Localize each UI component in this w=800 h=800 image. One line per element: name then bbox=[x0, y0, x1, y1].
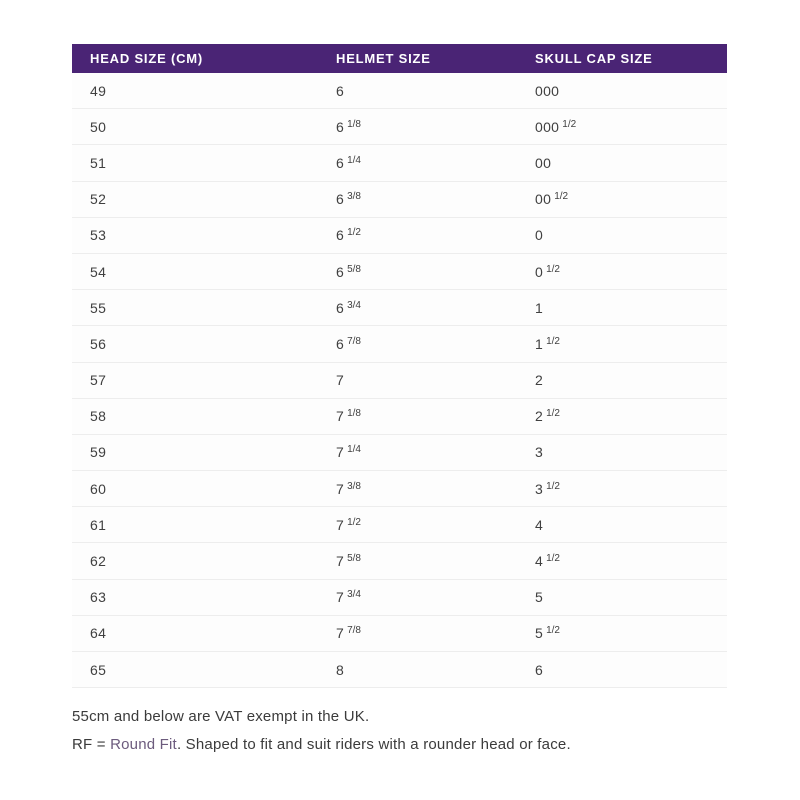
round-fit-link[interactable]: Round Fit bbox=[110, 736, 177, 753]
helmet-size-cell: 6 $^{5/8}$ bbox=[336, 263, 361, 280]
head-size-cell: 50 bbox=[90, 118, 107, 135]
column-header-skull-cap-size: SKULL CAP SIZE bbox=[535, 51, 653, 66]
head-size-cell: 52 bbox=[90, 191, 107, 208]
helmet-size-cell: 7 $^{1/2}$ bbox=[336, 516, 361, 533]
head-size-cell: 57 bbox=[90, 372, 107, 389]
column-header-head-size: HEAD SIZE (CM) bbox=[90, 51, 204, 66]
table-row bbox=[72, 218, 727, 254]
helmet-size-cell: 7 $^{7/8}$ bbox=[336, 625, 361, 642]
helmet-size-cell: 7 $^{3/8}$ bbox=[336, 480, 361, 497]
helmet-size-cell: 6 $^{1/2}$ bbox=[336, 227, 361, 244]
helmet-size-cell: 6 $^{7/8}$ bbox=[336, 335, 361, 352]
skull-cap-cell: 2 bbox=[535, 372, 544, 389]
table-row bbox=[72, 471, 727, 507]
head-size-cell: 49 bbox=[90, 82, 107, 99]
skull-cap-cell: 6 bbox=[535, 661, 544, 678]
helmet-size-cell: 7 bbox=[336, 372, 345, 389]
skull-cap-cell: 1 $^{1/2}$ bbox=[535, 335, 560, 352]
head-size-cell: 58 bbox=[90, 408, 107, 425]
skull-cap-cell: 00 bbox=[535, 154, 552, 171]
skull-cap-cell: 0 $^{1/2}$ bbox=[535, 263, 560, 280]
head-size-cell: 61 bbox=[90, 516, 107, 533]
skull-cap-cell: 4 bbox=[535, 516, 544, 533]
head-size-cell: 60 bbox=[90, 480, 107, 497]
size-chart-table bbox=[72, 44, 727, 688]
helmet-size-cell: 7 $^{1/4}$ bbox=[336, 444, 361, 461]
helmet-size-cell: 7 $^{1/8}$ bbox=[336, 408, 361, 425]
table-row bbox=[72, 363, 727, 399]
head-size-cell: 54 bbox=[90, 263, 107, 280]
head-size-cell: 62 bbox=[90, 553, 107, 570]
table-header-row bbox=[72, 44, 727, 73]
table-row bbox=[72, 109, 727, 145]
skull-cap-cell: 000 $^{1/2}$ bbox=[535, 118, 577, 135]
table-row bbox=[72, 254, 727, 290]
skull-cap-cell: 3 bbox=[535, 444, 544, 461]
table-row bbox=[72, 507, 727, 543]
column-header-helmet-size: HELMET SIZE bbox=[336, 51, 431, 66]
table-row bbox=[72, 652, 727, 688]
table-row bbox=[72, 182, 727, 218]
helmet-size-cell: 7 $^{3/4}$ bbox=[336, 589, 361, 606]
skull-cap-cell: 2 $^{1/2}$ bbox=[535, 408, 560, 425]
skull-cap-cell: 3 $^{1/2}$ bbox=[535, 480, 560, 497]
table-row bbox=[72, 73, 727, 109]
head-size-cell: 65 bbox=[90, 661, 107, 678]
head-size-cell: 53 bbox=[90, 227, 107, 244]
helmet-size-cell: 6 bbox=[336, 82, 345, 99]
skull-cap-cell: 0 bbox=[535, 227, 544, 244]
table-row bbox=[72, 290, 727, 326]
head-size-cell: 59 bbox=[90, 444, 107, 461]
footnotes bbox=[72, 703, 571, 759]
skull-cap-cell: 000 bbox=[535, 82, 560, 99]
head-size-cell: 64 bbox=[90, 625, 107, 642]
skull-cap-cell: 5 $^{1/2}$ bbox=[535, 625, 560, 642]
vat-note: 55cm and below are VAT exempt in the UK. bbox=[72, 708, 370, 725]
table-row bbox=[72, 399, 727, 435]
table-row bbox=[72, 543, 727, 579]
table-row bbox=[72, 580, 727, 616]
helmet-size-cell: 6 $^{3/4}$ bbox=[336, 299, 361, 316]
table-row bbox=[72, 326, 727, 362]
round-fit-note bbox=[72, 731, 571, 759]
skull-cap-cell: 5 bbox=[535, 589, 544, 606]
helmet-size-cell: 6 $^{1/4}$ bbox=[336, 154, 361, 171]
table-row bbox=[72, 435, 727, 471]
table-row bbox=[72, 145, 727, 181]
helmet-size-cell: 8 bbox=[336, 661, 345, 678]
skull-cap-cell: 4 $^{1/2}$ bbox=[535, 553, 560, 570]
rf-note-suffix: . Shaped to fit and suit riders with a rounder head or face. bbox=[176, 736, 571, 753]
rf-note-prefix: RF = bbox=[72, 736, 111, 753]
head-size-cell: 56 bbox=[90, 335, 107, 352]
table-body bbox=[72, 73, 727, 688]
skull-cap-cell: 1 bbox=[535, 299, 544, 316]
head-size-cell: 51 bbox=[90, 154, 107, 171]
table-row bbox=[72, 616, 727, 652]
helmet-size-cell: 6 $^{3/8}$ bbox=[336, 191, 361, 208]
helmet-size-cell: 6 $^{1/8}$ bbox=[336, 118, 361, 135]
skull-cap-cell: 00 $^{1/2}$ bbox=[535, 191, 569, 208]
head-size-cell: 63 bbox=[90, 589, 107, 606]
helmet-size-cell: 7 $^{5/8}$ bbox=[336, 553, 361, 570]
head-size-cell: 55 bbox=[90, 299, 107, 316]
